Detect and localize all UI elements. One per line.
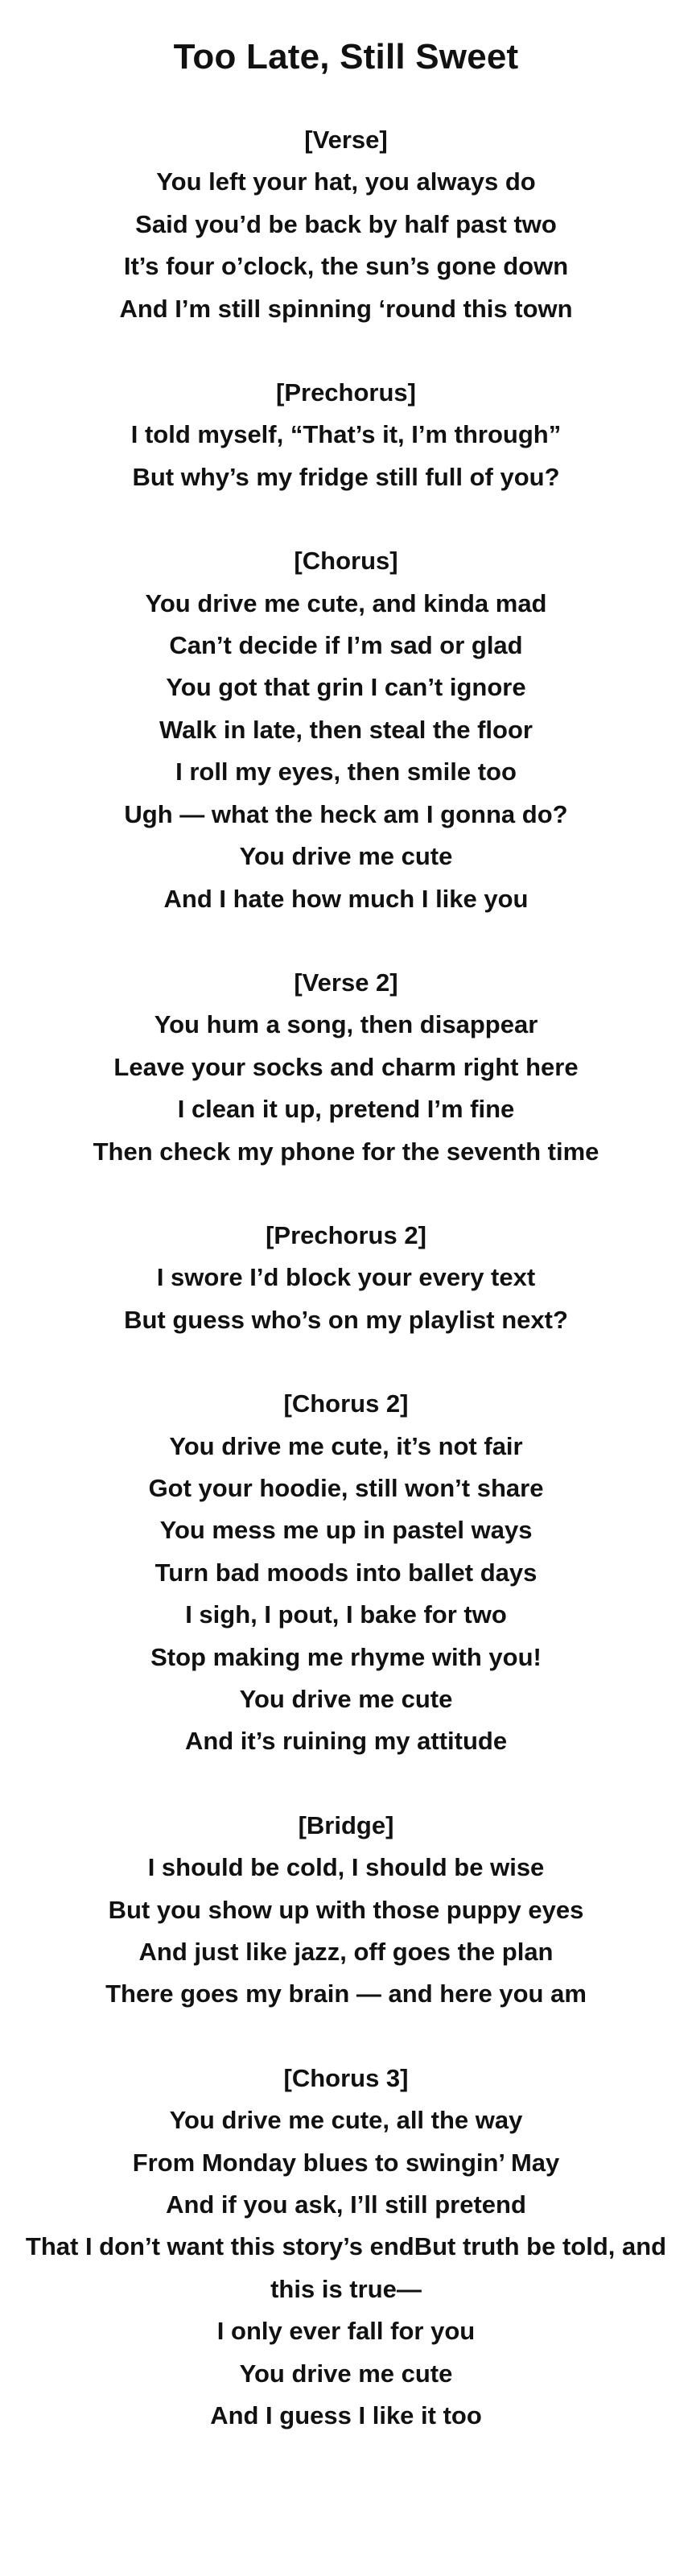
lyric-section bbox=[0, 962, 692, 1173]
lyric-line: And I guess I like it too bbox=[210, 2401, 482, 2430]
lyric-line: There goes my brain — and here you am bbox=[105, 1979, 587, 2008]
lyric-section bbox=[0, 1805, 692, 2016]
lyric-line: And it’s ruining my attitude bbox=[184, 1727, 508, 1756]
lyric-line: I told myself, “That’s it, I’m through” bbox=[130, 420, 562, 449]
lyric-line: But guess who’s on my playlist next? bbox=[124, 1305, 568, 1334]
lyric-line: I sigh, I pout, I bake for two bbox=[185, 1600, 507, 1629]
lyric-section bbox=[0, 119, 692, 330]
lyric-line: Ugh — what the heck am I gonna do? bbox=[124, 799, 568, 828]
section-label: [Chorus 2] bbox=[283, 1389, 409, 1418]
lyric-line: From Monday blues to swingin’ May bbox=[132, 2148, 560, 2177]
lyric-line: Said you’d be back by half past two bbox=[135, 209, 557, 238]
lyric-line: That I don’t want this story’s endBut truth be told, and this is true— bbox=[25, 2232, 667, 2303]
lyric-line: You drive me cute, all the way bbox=[169, 2106, 523, 2135]
lyric-line: Turn bad moods into ballet days bbox=[154, 1558, 538, 1587]
lyric-line: Got your hoodie, still won’t share bbox=[148, 1473, 544, 1502]
lyric-line: You hum a song, then disappear bbox=[154, 1010, 538, 1039]
lyric-line: You drive me cute bbox=[239, 842, 453, 871]
lyric-line: I roll my eyes, then smile too bbox=[175, 758, 517, 786]
lyric-line: I only ever fall for you bbox=[216, 2317, 476, 2346]
lyric-line: But why’s my fridge still full of you? bbox=[132, 462, 560, 491]
lyric-line: I clean it up, pretend I’m fine bbox=[177, 1095, 515, 1124]
lyric-line: It’s four o’clock, the sun’s gone down bbox=[123, 252, 569, 281]
lyric-section bbox=[0, 1383, 692, 1763]
lyric-section bbox=[0, 1215, 692, 1341]
lyric-line: You drive me cute, it’s not fair bbox=[169, 1431, 523, 1460]
section-label: [Chorus 3] bbox=[283, 2063, 409, 2092]
lyric-line: Leave your socks and charm right here bbox=[113, 1052, 579, 1081]
lyric-line: You drive me cute bbox=[239, 1685, 453, 1713]
lyric-line: But you show up with those puppy eyes bbox=[108, 1895, 584, 1924]
section-label: [Bridge] bbox=[298, 1810, 394, 1839]
lyric-line: You got that grin I can’t ignore bbox=[166, 673, 526, 702]
lyric-line: Stop making me rhyme with you! bbox=[150, 1642, 542, 1671]
lyric-line: And just like jazz, off goes the plan bbox=[138, 1938, 554, 1967]
section-label: [Prechorus 2] bbox=[266, 1220, 426, 1249]
section-label: [Verse 2] bbox=[294, 968, 398, 997]
lyric-line: Walk in late, then steal the floor bbox=[159, 715, 533, 744]
section-label: [Verse] bbox=[304, 126, 388, 154]
lyric-line: And if you ask, I’ll still pretend bbox=[166, 2190, 526, 2219]
lyric-line: You left your hat, you always do bbox=[156, 167, 536, 196]
lyric-section bbox=[0, 372, 692, 498]
section-label: [Chorus] bbox=[294, 547, 398, 576]
section-label: [Prechorus] bbox=[276, 378, 416, 407]
lyric-line: Then check my phone for the seventh time bbox=[93, 1137, 599, 1166]
lyric-line: I should be cold, I should be wise bbox=[147, 1853, 545, 1882]
lyrics-body bbox=[0, 119, 692, 2479]
lyric-line: You mess me up in pastel ways bbox=[159, 1516, 533, 1545]
song-title: Too Late, Still Sweet bbox=[173, 37, 519, 76]
lyric-section bbox=[0, 540, 692, 920]
lyric-line: You drive me cute bbox=[239, 2359, 453, 2388]
lyric-line: Can’t decide if I’m sad or glad bbox=[169, 631, 523, 660]
lyric-line: And I hate how much I like you bbox=[163, 884, 529, 913]
lyric-line: And I’m still spinning ‘round this town bbox=[119, 294, 573, 323]
lyric-section bbox=[0, 2058, 692, 2438]
lyric-line: You drive me cute, and kinda mad bbox=[145, 588, 547, 617]
lyric-line: I swore I’d block your every text bbox=[156, 1263, 536, 1292]
